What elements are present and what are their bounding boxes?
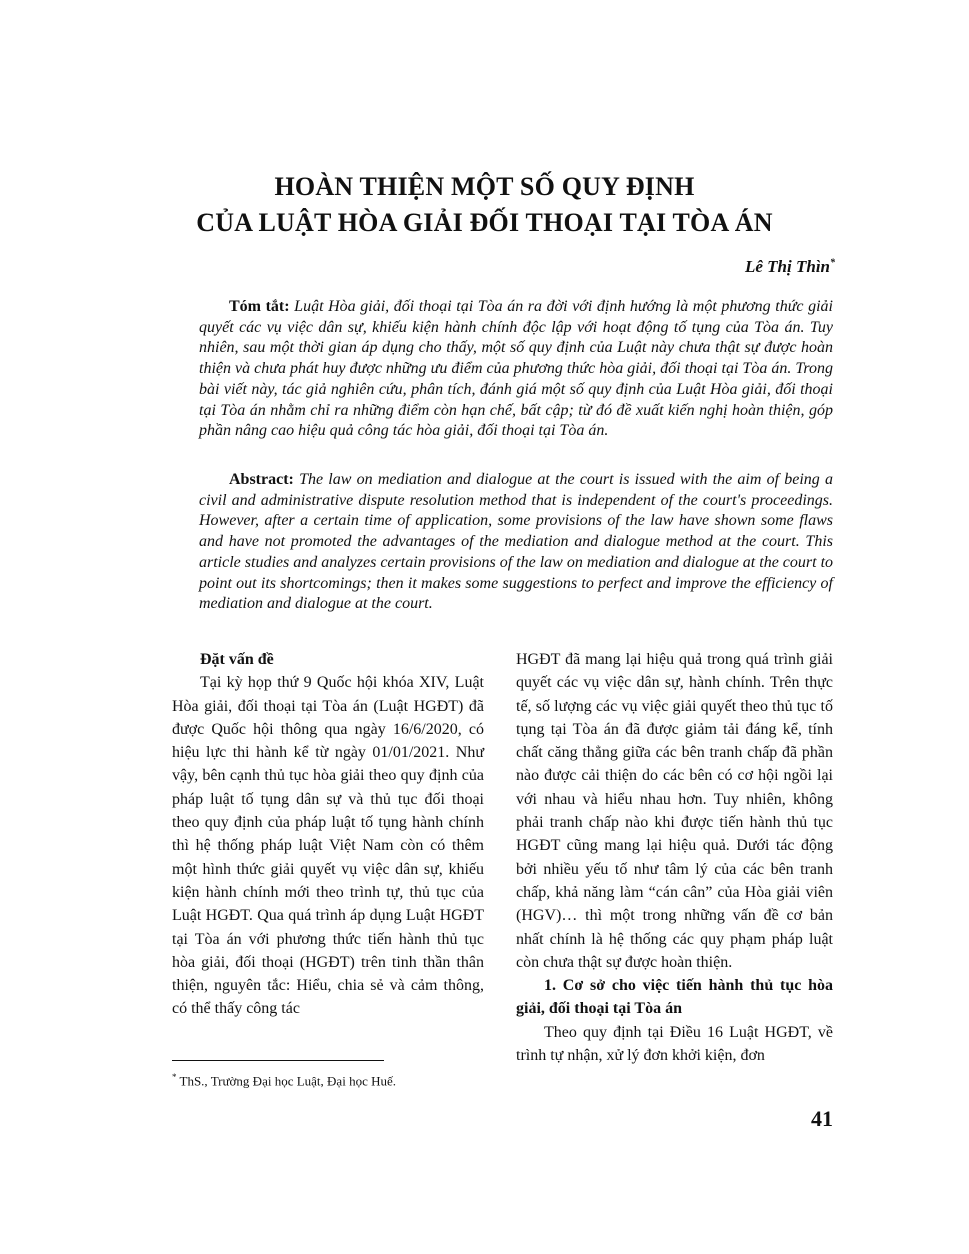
title-line-1: HOÀN THIỆN MỘT SỐ QUY ĐỊNH [274, 172, 695, 201]
abstract-vi-label: Tóm tắt: [229, 298, 290, 315]
abstract-en-text: The law on mediation and dialogue at the court is issued with the aim of being a civil and administrative dispute resolution method that is independent of the court's proceedings. However, after a certain time of application, some provisions of the law have shown some flaws and have not promoted the advantages of the mediation and dialogue method at the court. This article studies and analyzes certain provisions of the law on mediation and dialogue at the court to point out its shortcomings; then it makes some suggestions to perfect and improve the efficiency of mediation and dialogue at the court. [199, 471, 834, 613]
abstract-vietnamese [199, 297, 833, 442]
author-footnote-marker: * [830, 257, 835, 269]
abstract-vi-text: Luật Hòa giải, đối thoại tại Tòa án ra đời với định hướng là một phương thức giải quyết các vụ việc dân sự, khiếu kiện hành chính độc lập với hoạt động tố tụng của Tòa án. Tuy nhiên, sau một thời gian áp dụng cho thấy, một số quy định của Luật này chưa thật sự được hoàn thiện và chưa phát huy được những ưu điểm của phương thức hòa giải, đối thoại tại Tòa án. Trong bài viết này, tác giả nghiên cứu, phân tích, đánh giá một số quy định của Luật Hòa giải, đối thoại tại Tòa án nhằm chỉ ra những điểm còn hạn chế, bất cập; từ đó đề xuất kiến nghị hoàn thiện, góp phần nâng cao hiệu quả công tác hòa giải, đối thoại tại Tòa án. [199, 298, 834, 440]
page-number: 41 [811, 1106, 833, 1131]
footnote [172, 1072, 396, 1089]
footnote-marker: * [172, 1072, 177, 1082]
section1-paragraph: Theo quy định tại Điều 16 Luật HGĐT, về trình tự nhận, xử lý đơn khởi kiện, đơn [516, 1023, 833, 1065]
abstract-en-label: Abstract: [229, 471, 294, 488]
intro-heading: Đặt vấn đề [200, 651, 274, 668]
abstract-english [199, 470, 833, 615]
footnote-divider [172, 1060, 384, 1061]
body-column-right [516, 648, 833, 1067]
body-column-left [172, 648, 484, 1021]
section1-heading: 1. Cơ sở cho việc tiến hành thủ tục hòa giải, đối thoại tại Tòa án [516, 977, 833, 1018]
title-line-2: CỦA LUẬT HÒA GIẢI ĐỐI THOẠI TẠI TÒA ÁN [196, 208, 773, 237]
continuation-paragraph: HGĐT đã mang lại hiệu quả trong quá trình giải quyết các vụ việc dân sự, hành chính. Trên thực tế, số lượng các vụ việc giải quyết theo thủ tục tố tụng tại Tòa án đã được giảm tải đáng kể, tính chất căng thẳng giữa các bên tranh chấp đã phần nào được cải thiện do các bên có cơ hội ngồi lại với nhau và hiểu nhau hơn. Tuy nhiên, không phải tranh chấp nào khi được tiến hành thủ tục HGĐT cũng mang lại hiệu quả. Dưới tác động bởi nhiều yếu tố như tâm lý của các bên tranh chấp, khả năng làm “cán cân” của Hòa giải viên (HGV)… thì một trong những vấn đề cơ bản nhất chính là hệ thống các quy phạm pháp luật còn chưa thật sự được hoàn thiện. [516, 651, 833, 971]
footnote-text: ThS., Trường Đại học Luật, Đại học Huế. [179, 1073, 396, 1089]
intro-paragraph: Tại kỳ họp thứ 9 Quốc hội khóa XIV, Luật Hòa giải, đối thoại tại Tòa án (Luật HGĐT) đã được Quốc hội thông qua ngày 16/6/2020, có hiệu lực thi hành kể từ ngày 01/01/2021. Như vậy, bên cạnh thủ tục hòa giải theo quy định của pháp luật tố tụng dân sự và thủ tục đối thoại theo quy định của pháp luật tố tụng hành chính thì hệ thống pháp luật Việt Nam còn có thêm một hình thức giải quyết vụ việc dân sự, khiếu kiện hành chính mới theo trình tự, thủ tục của Luật HGĐT. Qua quá trình áp dụng Luật HGĐT tại Tòa án với phương thức tiến hành thủ tục hòa giải, đối thoại (HGĐT) trên tinh thần thân thiện, nguyên tắc: Hiểu, chia sẻ và cảm thông, có thể thấy công tác [172, 674, 484, 1018]
author-name: Lê Thị Thìn [744, 257, 830, 276]
author-byline [745, 257, 835, 277]
